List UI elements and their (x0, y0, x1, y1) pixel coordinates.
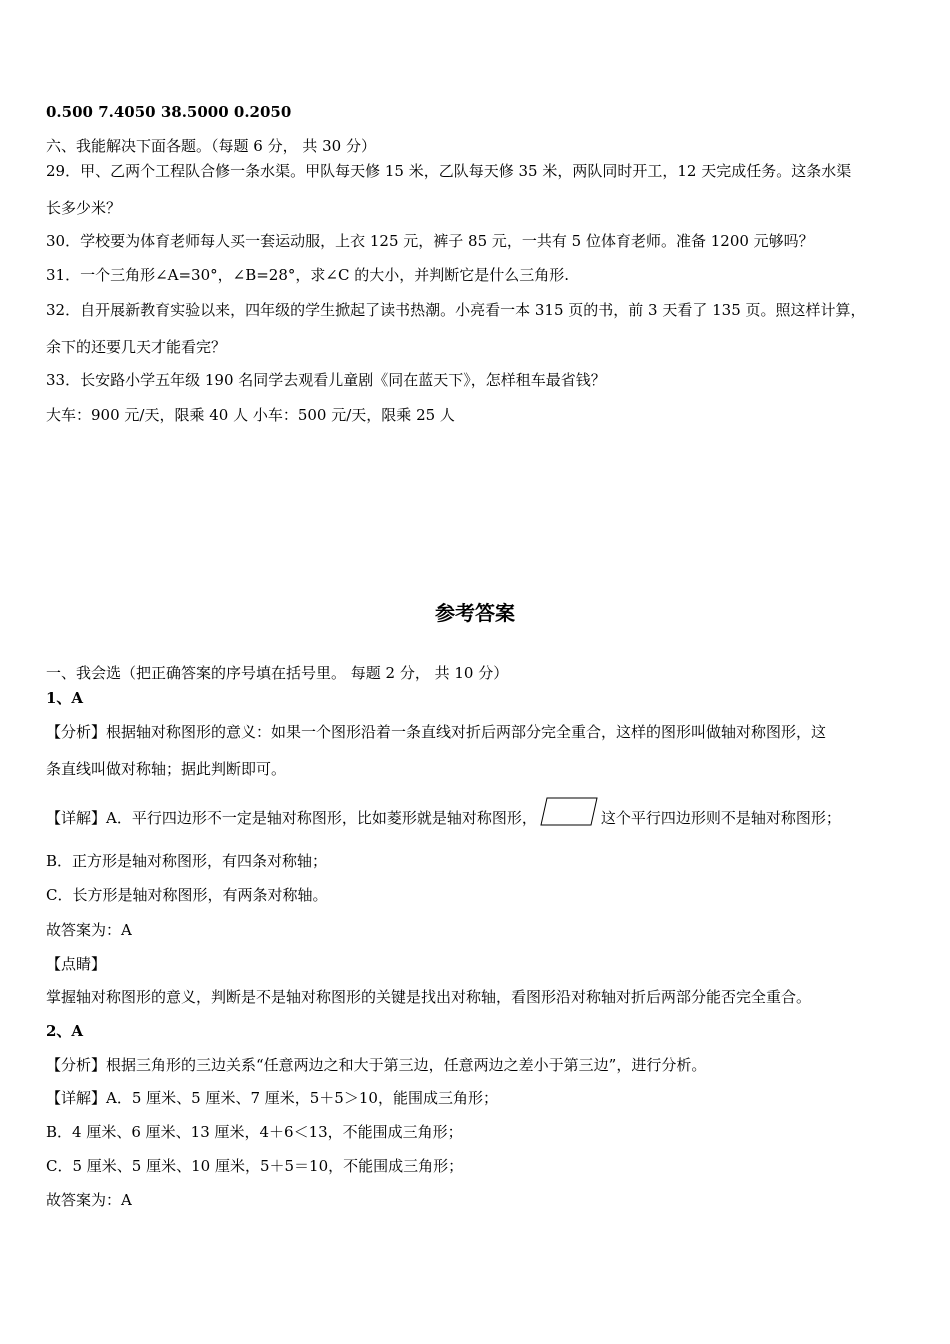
parallelogram-icon (539, 796, 599, 842)
question-32-line1: 32．自开展新教育实验以来，四年级的学生掀起了读书热潮。小亮看一本 315 页的书，前 3 天看了 135 页。照这样计算， (46, 301, 866, 319)
question-33: 33．长安路小学五年级 190 名同学去观看儿童剧《同在蓝天下》，怎样租车最省钱？ (46, 371, 606, 389)
answer-1-analysis-line2: 条直线叫做对称轴；据此判断即可。 (46, 760, 287, 778)
top-numbers: 0.500 7.4050 38.5000 0.2050 (46, 103, 292, 121)
answer-2-detail-b: B．4 厘米、6 厘米、13 厘米，4＋6＜13，不能围成三角形； (46, 1123, 463, 1141)
answer-2-analysis: 【分析】根据三角形的三边关系“任意两边之和大于第三边，任意两边之差小于第三边”，进行分析。 (46, 1056, 707, 1074)
answer-1-detail-c: C．长方形是轴对称图形，有两条对称轴。 (46, 886, 328, 904)
answer-1-tip-label: 【点睛】 (46, 955, 107, 973)
question-29-line1: 29．甲、乙两个工程队合修一条水渠。甲队每天修 15 米，乙队每天修 35 米，两队同时开工，12 天完成任务。这条水渠 (46, 162, 852, 180)
answer-1-detail-a (46, 796, 841, 842)
answer-1-tip-text: 掌握轴对称图形的意义，判断是不是轴对称图形的关键是找出对称轴，看图形沿对称轴对折后两部分能否完全重合。 (46, 988, 812, 1006)
question-30: 30．学校要为体育老师每人买一套运动服，上衣 125 元，裤子 85 元，一共有 5 位体育老师。准备 1200 元够吗？ (46, 232, 814, 250)
question-32-line2: 余下的还要几天才能看完？ (46, 338, 227, 356)
question-29-line2: 长多少米？ (46, 199, 122, 217)
answers-section1-heading: 一、我会选（把正确答案的序号填在括号里。 每题 2 分， 共 10 分） (46, 664, 509, 682)
answer-1-conclusion: 故答案为：A (46, 921, 132, 939)
question-31: 31．一个三角形∠A=30°，∠B=28°，求∠C 的大小，并判断它是什么三角形. (46, 266, 569, 284)
answer-2-conclusion: 故答案为：A (46, 1191, 132, 1209)
answer-1-analysis-line1: 【分析】根据轴对称图形的意义：如果一个图形沿着一条直线对折后两部分完全重合，这样的图形叫做轴对称图形，这 (46, 723, 827, 741)
answer-2-detail-c: C．5 厘米、5 厘米、10 厘米，5＋5＝10，不能围成三角形； (46, 1157, 464, 1175)
answer-2-label: 2、A (46, 1022, 84, 1040)
section6-heading: 六、我能解决下面各题。（每题 6 分， 共 30 分） (46, 137, 376, 155)
answer-2-detail-a: 【详解】A．5 厘米、5 厘米、7 厘米，5＋5＞10，能围成三角形； (46, 1089, 498, 1107)
answer-1-label: 1、A (46, 689, 84, 707)
question-33-info: 大车：900 元/天，限乘 40 人 小车：500 元/天，限乘 25 人 (46, 406, 455, 424)
answer-1-detail-b: B．正方形是轴对称图形，有四条对称轴； (46, 852, 328, 870)
answers-title: 参考答案 (435, 601, 515, 625)
answer-1-detail-a-after: 这个平行四边形则不是轴对称图形； (600, 809, 841, 827)
answer-1-detail-a-before: 【详解】A．平行四边形不一定是轴对称图形，比如菱形就是轴对称图形， (46, 809, 537, 827)
